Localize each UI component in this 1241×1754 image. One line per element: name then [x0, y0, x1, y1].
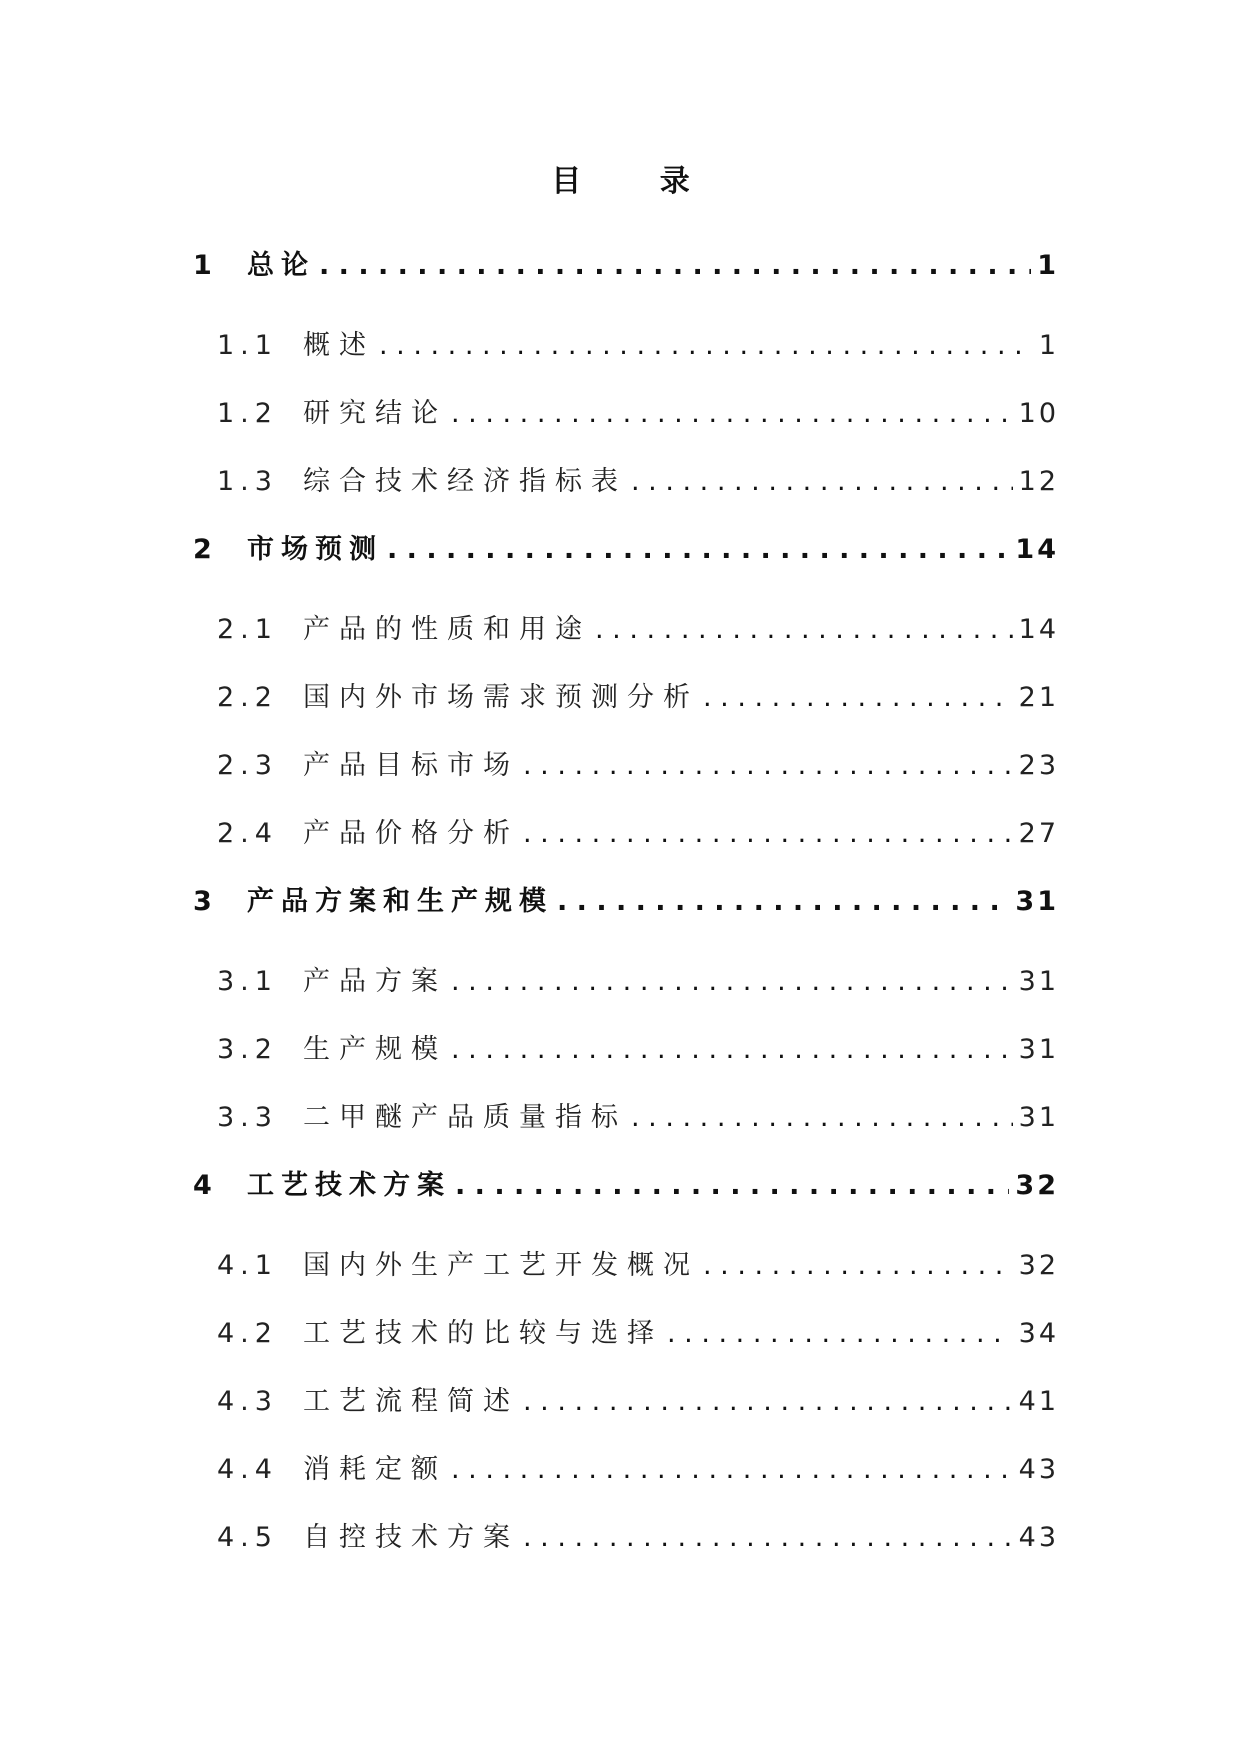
toc-entry-title: 国内外市场需求预测分析 [303, 682, 699, 713]
toc-entry[interactable] [193, 394, 1059, 462]
toc-entry-page: 12 [1018, 466, 1059, 497]
toc-entry-number: 4.4 [217, 1454, 278, 1485]
toc-entry-title: 总论 [247, 250, 315, 281]
toc-entry-number: 1.3 [217, 466, 278, 497]
toc-entry-title: 产品目标市场 [303, 750, 519, 781]
dot-leader [523, 1518, 1013, 1558]
toc-entry-title: 产品的性质和用途 [303, 614, 591, 645]
toc-entry[interactable] [193, 1314, 1059, 1382]
toc-entry-number: 2.1 [217, 614, 278, 645]
toc-entry-title: 工艺流程简述 [303, 1386, 519, 1417]
dot-leader [451, 394, 1013, 434]
toc-entry-title: 工艺技术方案 [247, 1170, 451, 1201]
toc-entry-page: 31 [1018, 966, 1059, 997]
toc-entry-title: 自控技术方案 [303, 1522, 519, 1553]
toc-entry-title: 工艺技术的比较与选择 [303, 1318, 663, 1349]
toc-entry-page: 32 [1015, 1170, 1059, 1201]
toc-entry-number: 4.5 [217, 1522, 278, 1553]
toc-entry-title: 概述 [303, 330, 375, 361]
toc-entry[interactable] [193, 746, 1059, 814]
toc-entry-page: 43 [1018, 1522, 1059, 1553]
toc-entry-number: 1 [193, 250, 212, 281]
toc-entry[interactable] [193, 1098, 1059, 1166]
toc-entry-page: 32 [1018, 1250, 1059, 1281]
toc-entry[interactable] [193, 962, 1059, 1030]
toc-entry-title: 国内外生产工艺开发概况 [303, 1250, 699, 1281]
toc-entry-title: 综合技术经济指标表 [303, 466, 627, 497]
dot-leader [703, 1246, 1013, 1286]
dot-leader [523, 746, 1013, 786]
toc-entry-number: 4.3 [217, 1386, 278, 1417]
toc-entry-page: 10 [1018, 398, 1059, 429]
toc-entry-number: 1.2 [217, 398, 278, 429]
toc-entry-number: 4.1 [217, 1250, 278, 1281]
toc-entry-number: 2.4 [217, 818, 278, 849]
toc-entry-number: 4.2 [217, 1318, 278, 1349]
dot-leader [523, 814, 1013, 854]
dot-leader [451, 1030, 1013, 1070]
dot-leader [451, 962, 1013, 1002]
toc-entry-title: 产品方案 [303, 966, 447, 997]
dot-leader [451, 1450, 1013, 1490]
toc-entry-page: 1 [1038, 330, 1059, 361]
toc-entry-page: 21 [1018, 682, 1059, 713]
toc-entry-title: 消耗定额 [303, 1454, 447, 1485]
toc-entry[interactable] [193, 1450, 1059, 1518]
toc-entry-title: 二甲醚产品质量指标 [303, 1102, 627, 1133]
dot-leader [455, 1166, 1009, 1206]
toc-entry-number: 1.1 [217, 330, 278, 361]
toc-entry-page: 31 [1018, 1034, 1059, 1065]
toc-entry-page: 27 [1018, 818, 1059, 849]
toc-entry-number: 4 [193, 1170, 212, 1201]
dot-leader [667, 1314, 1013, 1354]
toc-entry-page: 31 [1018, 1102, 1059, 1133]
toc-entry[interactable] [193, 246, 1059, 326]
toc-entry-page: 31 [1015, 886, 1059, 917]
toc-list [193, 246, 1059, 1586]
toc-entry-number: 2.3 [217, 750, 278, 781]
toc-entry[interactable] [193, 1382, 1059, 1450]
toc-entry[interactable] [193, 326, 1059, 394]
toc-entry-page: 43 [1018, 1454, 1059, 1485]
toc-entry-page: 14 [1018, 614, 1059, 645]
toc-entry-page: 23 [1018, 750, 1059, 781]
toc-entry[interactable] [193, 814, 1059, 882]
toc-title: 目 录 [551, 164, 724, 199]
toc-entry-title: 市场预测 [247, 534, 383, 565]
dot-leader [595, 610, 1013, 650]
toc-entry-page: 1 [1037, 250, 1059, 281]
toc-entry-number: 2 [193, 534, 212, 565]
toc-entry[interactable] [193, 1518, 1059, 1586]
toc-entry[interactable] [193, 530, 1059, 610]
toc-entry-number: 3 [193, 886, 212, 917]
toc-entry-page: 41 [1018, 1386, 1059, 1417]
toc-entry[interactable] [193, 1030, 1059, 1098]
toc-entry[interactable] [193, 462, 1059, 530]
toc-entry-number: 3.3 [217, 1102, 278, 1133]
dot-leader [631, 1098, 1013, 1138]
dot-leader [379, 326, 1033, 366]
dot-leader [523, 1382, 1013, 1422]
toc-entry-number: 2.2 [217, 682, 278, 713]
toc-entry-title: 生产规模 [303, 1034, 447, 1065]
dot-leader [557, 882, 1009, 922]
toc-entry-title: 研究结论 [303, 398, 447, 429]
dot-leader [631, 462, 1013, 502]
toc-entry-title: 产品方案和生产规模 [247, 886, 553, 917]
toc-entry[interactable] [193, 1166, 1059, 1246]
toc-entry-page: 34 [1018, 1318, 1059, 1349]
toc-entry-title: 产品价格分析 [303, 818, 519, 849]
toc-entry[interactable] [193, 678, 1059, 746]
dot-leader [319, 246, 1031, 286]
dot-leader [387, 530, 1009, 570]
toc-entry[interactable] [193, 882, 1059, 962]
toc-entry-number: 3.2 [217, 1034, 278, 1065]
toc-entry[interactable] [193, 1246, 1059, 1314]
dot-leader [703, 678, 1013, 718]
toc-entry[interactable] [193, 610, 1059, 678]
toc-entry-page: 14 [1015, 534, 1059, 565]
toc-entry-number: 3.1 [217, 966, 278, 997]
